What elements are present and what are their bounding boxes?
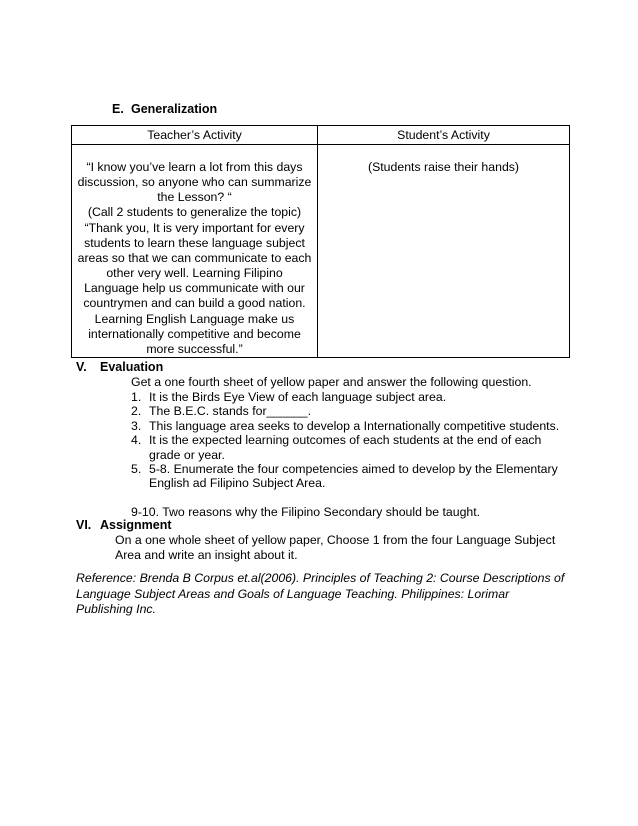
assignment-text: On a one whole sheet of yellow paper, Choose 1 from the four Language Subject Area and write an insight about it. [115, 533, 556, 563]
assignment-number: VI. [76, 518, 92, 532]
student-activity-header: Student’s Activity [318, 126, 570, 145]
question-number: 2. [131, 404, 142, 419]
teacher-line: the Lesson? “ [157, 190, 232, 205]
list-item [131, 419, 561, 433]
question-text: The B.E.C. stands for______. [149, 404, 312, 419]
activity-table [71, 125, 570, 358]
teacher-line: countrymen and can build a good nation. [83, 296, 306, 311]
assignment-heading [76, 518, 172, 533]
teacher-line: (Call 2 students to generalize the topic) [87, 205, 302, 220]
question-text: It is the Birds Eye View of each language subject area. [149, 390, 447, 404]
question-number: 3. [131, 418, 142, 433]
evaluation-last-item: 9-10. Two reasons why the Filipino Secondary should be taught. [131, 505, 481, 519]
list-item [131, 433, 561, 462]
evaluation-number: V. [76, 360, 87, 374]
teacher-line: areas so that we can communicate to each [77, 250, 312, 265]
evaluation-question-list [131, 390, 561, 491]
activity-table-header-row [72, 126, 570, 145]
student-activity-cell [318, 145, 570, 358]
question-text: 5-8. Enumerate the four competencies aimed to develop by the Elementary English ad Filipino Subject Area. [149, 462, 558, 491]
teacher-line: more successful.” [146, 341, 243, 356]
list-item [131, 390, 561, 404]
evaluation-heading [76, 360, 163, 375]
list-item [131, 404, 561, 418]
activity-table-body-row [72, 145, 570, 358]
question-text: This language area seeks to develop a Internationally competitive students. [149, 418, 560, 433]
section-e-title: Generalization [131, 102, 218, 116]
evaluation-intro: Get a one fourth sheet of yellow paper and answer the following question. [131, 375, 532, 389]
teacher-line: “I know you’ve learn a lot from this days [86, 160, 303, 174]
teacher-line: internationally competitive and become [88, 326, 301, 341]
question-number: 4. [131, 433, 142, 448]
teacher-line: other very well. Learning Filipino [106, 266, 283, 281]
student-activity-text: (Students raise their hands) [367, 160, 520, 174]
question-number: 5. [131, 462, 142, 477]
list-item [131, 462, 561, 491]
teacher-line: discussion, so anyone who can summarize [77, 175, 312, 190]
teacher-line: Learning English Language make us [94, 311, 295, 326]
reference-text: Reference: Brenda B Corpus et.al(2006). Principles of Teaching 2: Course Descriptions of Language Subject Areas and Goals of Language Teaching. Philippines: Lorimar Publishing Inc. [76, 571, 565, 617]
section-e-letter: E. [112, 102, 124, 116]
section-e-heading [112, 101, 217, 117]
evaluation-title: Evaluation [100, 360, 164, 374]
question-text: It is the expected learning outcomes of each students at the end of each grade or year. [149, 433, 542, 462]
teacher-activity-text [72, 145, 317, 357]
question-number: 1. [131, 390, 142, 404]
teacher-line: Language help us communicate with our [84, 281, 305, 296]
teacher-line: students to learn these language subject [84, 235, 305, 250]
teacher-activity-header: Teacher’s Activity [72, 126, 318, 145]
teacher-activity-cell [72, 145, 318, 358]
teacher-line: “Thank you, It is very important for every [84, 220, 305, 235]
assignment-title: Assignment [100, 518, 172, 532]
